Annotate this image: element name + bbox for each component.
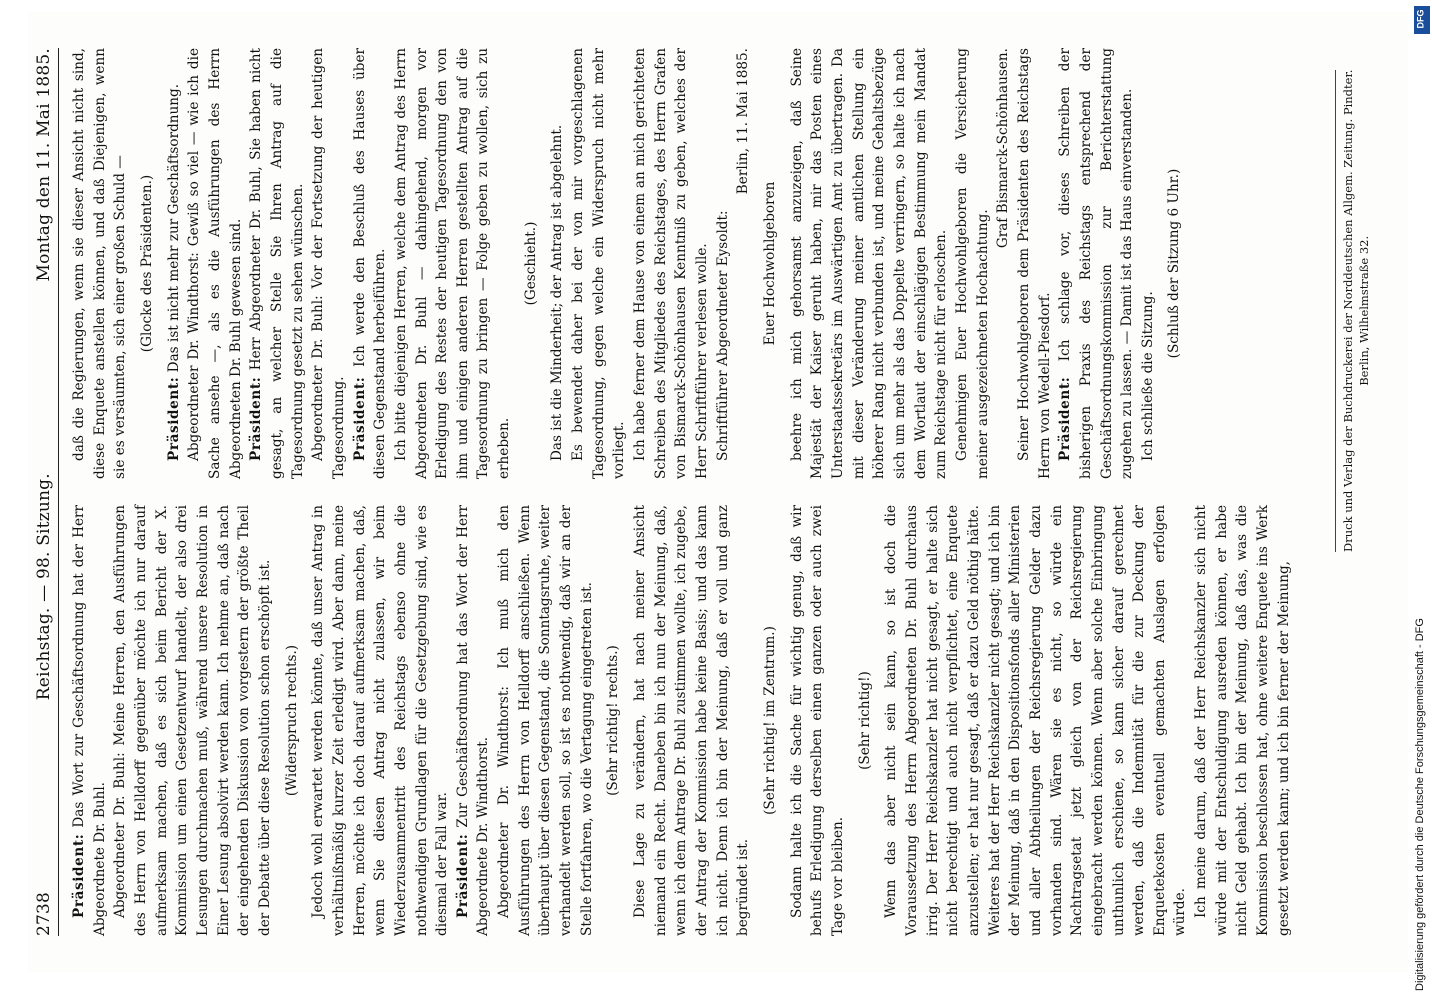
document-page <box>28 12 1408 972</box>
paragraph-text: Genehmigen Euer Hochwohlgeboren die Versicherung meiner ausgezeichneten Hochachtung. <box>953 48 991 479</box>
paragraph-text: Es bewendet daher bei der von mir vorgeschlagenen Tagesordnung, gegen welche ein Widerspruch nicht mehr vorliegt. <box>570 48 628 479</box>
right-aligned-line: Graf Bismarck-Schönhausen. <box>995 48 1012 249</box>
paragraph <box>184 48 246 479</box>
paragraph-text: Das ist nicht mehr zur Geschäftsordnung. <box>165 83 182 373</box>
paragraph-text: Wenn das aber nicht sein kann, so ist doch die Voraussetzung des Herrn Abgeordneten Dr. Buhl durchaus irrig. Der Herr Reichskanzler hat nicht gesagt, er halte sich nicht berechtigt und auch nicht verpflichtet, eine Enquete anzustellen; er hat nur gesagt, daß er dazu Geld nöthig hätte. Weiteres hat der Herr Reichskanzler nicht gesagt; und ich bin der Meinung, daß in den Dispositionsfonds aller Ministerien und aller Abtheilungen der Reichsregierung Gelder dazu vorhanden sind. Wären sie es nicht, so würde ein Nachtragsetat jetzt gleich von der Reichsregierung eingebracht werden können. Wenn aber solche Einbringung unthunlich erschiene, so kann sicher darauf gerechnet werden, daß die Indemnität für die zur Deckung der Enquetekosten eventuell gemachten Auslagen erfolgen würde. <box>883 505 1189 936</box>
paragraph <box>69 48 131 479</box>
paragraph-text: beehre ich mich gehorsamst anzuzeigen, daß Seine Majestät der Kaiser geruht haben, mir das Posten eines Unterstaatssekretärs im Auswärtigen Amt zu übertragen. Da mit dieser Veränderung meiner amtlichen Stellung ein höherer Rang nicht verbunden ist, und meine Gehaltsbezüge sich um mehr als das Doppelte verringern, so halte ich nach dem Wortlaut der einschlägigen Bestimmung mein Mandat zum Reichstage nicht für erloschen. <box>788 48 950 479</box>
stage-direction: (Sehr richtig! rechts.) <box>605 645 622 796</box>
paragraph <box>69 505 110 936</box>
paragraph-text: Abgeordneter Dr. Windthorst: Gewiß so viel — wie ich die Sache ansehe —, als es die Ausführungen des Herrn Abgeordneten Dr. Buhl gewesen sind. <box>186 48 244 479</box>
stage-direction: (Sehr richtig! im Zentrum.) <box>762 626 778 815</box>
paragraph <box>547 48 568 479</box>
paragraph-text: Das Wort zur Geschäftsordnung hat der Herr Abgeordnete Dr. Buhl. <box>71 505 108 936</box>
column-right <box>69 48 1294 479</box>
imprint-line-1: Druck und Verlag der Buchdruckerei der Norddeutschen Allgem. Zeitung. Pindter. <box>1340 69 1355 552</box>
paragraph <box>494 505 597 936</box>
paragraph <box>1191 505 1294 936</box>
paragraph-text: Schriftführer Abgeordneter Eysoldt: <box>714 210 731 461</box>
paragraph <box>630 48 713 479</box>
speaker-label: Präsident: <box>165 376 182 461</box>
paragraph <box>568 48 630 479</box>
digitization-credit <box>1410 6 1430 994</box>
speaker-label: Präsident: <box>454 833 471 918</box>
paragraph-text: Abgeordneter Dr. Buhl: Meine Herren, den Ausführungen des Herrn von Helldorff gegenüber möchte ich nur darauf aufmerksam machen, daß es sich beim Bericht der X. Kommission um einen Gesetzentwurf handelt, der also drei Lesungen durchmachen muß, während unsere Resolution in Einer Lesung absolvirt werden kann. Ich nehme an, daß nach der eingehenden Diskussion von vorgestern der größte Theil der Debatte über diese Resolution schon erschöpft ist. <box>112 505 273 936</box>
paragraph <box>787 505 849 936</box>
stage-direction: (Glocke des Präsidenten.) <box>138 174 155 353</box>
stage-direction: (Schluß der Sitzung 6 Uhr.) <box>1166 168 1183 359</box>
paragraph <box>308 505 453 936</box>
paragraph <box>1138 48 1159 479</box>
column-left <box>69 505 1294 936</box>
paragraph <box>110 505 275 936</box>
paragraph <box>630 505 754 936</box>
speaker-label: Präsident: <box>248 376 265 461</box>
paragraph-text: Ich schlage vor, dieses Schreiben der bisherigen Praxis des Reichstags entsprechend der Geschäftsordnungskommission zur Berichterstattung zugehen zu lassen. — Damit ist das Haus einverstanden. <box>1057 48 1136 479</box>
paragraph-text: Ich schließe die Sitzung. <box>1139 291 1156 461</box>
paragraph <box>308 48 349 479</box>
paragraph <box>1055 48 1138 479</box>
paragraph <box>246 48 308 479</box>
page-number: 2738 <box>34 891 54 936</box>
stage-direction: (Widerspruch rechts.) <box>283 644 300 797</box>
dfg-logo: DFG <box>1414 6 1430 34</box>
paragraph-text: Abgeordneter Dr. Windthorst: Ich muß mich den Ausführungen des Herrn von Helldorff anschließen. Wenn überhaupt über diesen Gegenstand, die Sonntagsruhe, weiter verhandelt werden soll, so ist es nothwendig, daß wir an der Stelle fortfahren, wo die Vertagung eingetreten ist. <box>496 505 595 936</box>
paragraph <box>164 48 185 479</box>
stage-direction: (Geschieht.) <box>522 221 539 306</box>
paragraph <box>787 48 952 479</box>
paragraph <box>391 48 515 479</box>
imprint-line-2: Berlin, Wilhelmstraße 32. <box>1356 235 1371 386</box>
paragraph-text: Diese Lage zu verändern, hat nach meiner Ansicht niemand ein Recht. Daneben bin ich nun der Meinung, daß, wenn ich dem Antrage Dr. Buhl zustimmen wollte, ich zugebe, der Antrag der Kommission habe keine Basis; und das kann ich nicht. Denn ich bin der Meinung, daß er voll und ganz begründet ist. <box>632 505 752 936</box>
paragraph-text: Das ist die Minderheit; der Antrag ist abgelehnt. <box>549 124 566 461</box>
paragraph-text: Ich meine darum, daß der Herr Reichskanzler sich nicht würde mit der Entschuldigung ausreden können, er habe nicht Geld gehabt. Ich bin der Meinung, daß das, was die Kommission beschlossen hat, ohne weitere Enquete ins Werk gesetzt werden kann; und ich bin ferner der Meinung, <box>1193 505 1292 936</box>
paragraph <box>713 48 734 479</box>
paragraph <box>952 48 993 479</box>
paragraph-text: Jedoch wohl erwartet werden könnte, daß unser Antrag in verhältnißmäßig kurzer Zeit erledigt wird. Aber dann, meine Herren, möchte ich doch darauf aufmerksam machen, daß, wenn Sie diesen Antrag nicht zulassen, wir beim Wiederzusammentritt des Reichstags ebenso ohne die nothwendigen Grundlagen für die Gesetzgebung sind, wie es diesmal der Fall war. <box>310 505 451 936</box>
paragraph-text: Zur Geschäftsordnung hat das Wort der Herr Abgeordnete Dr. Windthorst. <box>454 505 492 936</box>
credit-text: Digitalisierung gefördert durch die Deutsche Forschungsgemeinschaft - DFG <box>1414 618 1426 991</box>
paragraph-text: Herr Abgeordneter Dr. Buhl, Sie haben nicht gesagt, an welcher Stelle Sie Ihren Antrag auf die Tagesordnung gesetzt zu sehen wünschen. <box>248 48 306 479</box>
paragraph <box>350 48 391 479</box>
paragraph <box>1014 48 1055 479</box>
paragraph <box>881 505 1191 936</box>
speaker-label: Präsident: <box>1057 376 1074 461</box>
speaker-label: Präsident: <box>351 376 368 461</box>
paragraph-text: daß die Regierungen, wenn sie dieser Ansicht nicht sind, diese Enquete anstellen können, und daß Diejenigen, wenn sie es versäumten, sich einer großen Schuld — <box>71 48 129 479</box>
printer-imprint <box>1335 70 1372 552</box>
paragraph-text: Ich habe ferner dem Hause von einem an mich gerichteten Schreiben des Mitgliedes des Reichstages, des Herrn Grafen von Bismarck-Schönhausen Kenntniß zu geben, welches der Herr Schriftführer verlesen wolle. <box>632 48 711 479</box>
paragraph-text: Abgeordneter Dr. Buhl: Vor der Fortsetzung der heutigen Tagesordnung. <box>310 48 347 479</box>
header-left: Reichstag. — 98. Sitzung. <box>34 473 54 701</box>
right-aligned-line: Berlin, 11. Mai 1885. <box>735 48 752 195</box>
paragraph-text: Sodann halte ich die Sache für wichtig genug, daß wir behufs Erledigung derselben einen ganzen oder auch zwei Tage vor bleiben. <box>788 505 846 936</box>
header-right: Montag den 11. Mai 1885. <box>34 48 54 282</box>
paragraph-text: Ich werde den Beschluß des Hauses über diesen Gegenstand herbeiführen. <box>351 48 389 479</box>
paragraph <box>453 505 494 936</box>
paragraph-text: Seiner Hochwohlgeboren dem Präsidenten des Reichstags Herrn von Wedell-Piesdorf. <box>1015 48 1053 479</box>
running-head <box>34 48 59 936</box>
stage-direction: (Sehr richtig!) <box>856 671 873 770</box>
text-columns <box>69 48 1294 936</box>
speaker-label: Präsident: <box>71 833 87 918</box>
paragraph-text: Ich bitte diejenigen Herren, welche dem Antrag des Herrn Abgeordneten Dr. Buhl — dahingehend, morgen vor Erledigung des Restes der heutigen Tagesordnung den von ihm und einigen anderen Herren gestellten Antrag auf die Tagesordnung zu bringen — Folge geben zu wollen, sich zu erheben. <box>392 48 513 479</box>
stage-direction: Euer Hochwohlgeboren <box>762 181 778 346</box>
